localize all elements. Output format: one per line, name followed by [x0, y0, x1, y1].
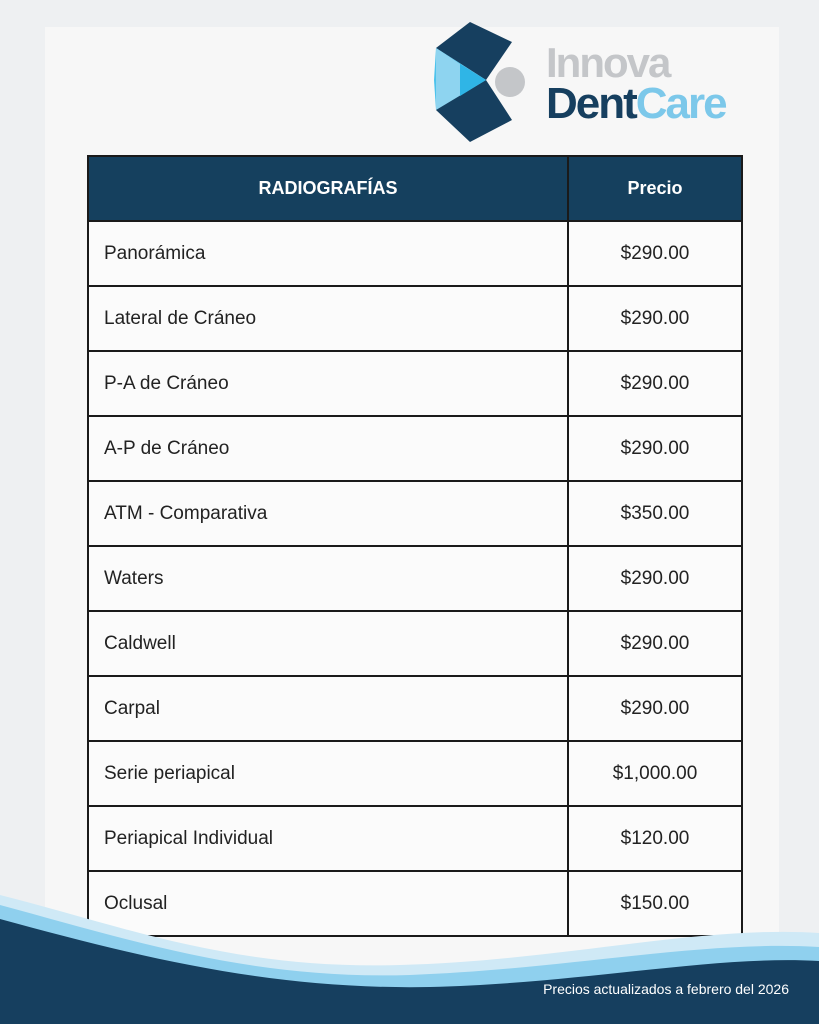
- price-table: [87, 155, 743, 937]
- service-price: $1,000.00: [568, 741, 742, 806]
- table-row: [88, 676, 742, 741]
- table-body: [88, 221, 742, 936]
- table-row: [88, 416, 742, 481]
- logo-wordmark: [546, 39, 726, 128]
- logo-innova-text: Innova: [546, 39, 670, 86]
- table-row: [88, 741, 742, 806]
- footer-wave: [0, 895, 819, 1024]
- logo-dentcare-text: [546, 79, 726, 128]
- service-price: $290.00: [568, 221, 742, 286]
- service-name: Waters: [88, 546, 568, 611]
- logo-care-text: Care: [635, 79, 726, 128]
- table-row: [88, 286, 742, 351]
- service-name: Oclusal: [88, 871, 568, 936]
- service-price: $290.00: [568, 676, 742, 741]
- service-name: Periapical Individual: [88, 806, 568, 871]
- service-name: Panorámica: [88, 221, 568, 286]
- service-name: P-A de Cráneo: [88, 351, 568, 416]
- table-row: [88, 351, 742, 416]
- header-service: RADIOGRAFÍAS: [88, 156, 568, 221]
- service-price: $290.00: [568, 351, 742, 416]
- service-name: Carpal: [88, 676, 568, 741]
- table-row: [88, 611, 742, 676]
- service-name: Caldwell: [88, 611, 568, 676]
- service-name: Lateral de Cráneo: [88, 286, 568, 351]
- table-row: [88, 481, 742, 546]
- service-name: ATM - Comparativa: [88, 481, 568, 546]
- service-price: $120.00: [568, 806, 742, 871]
- service-price: $290.00: [568, 286, 742, 351]
- footer-note: Precios actualizados a febrero del 2026: [543, 981, 789, 997]
- logo-mark-icon: [430, 20, 542, 145]
- table-row: [88, 221, 742, 286]
- innova-dentcare-logo: [430, 20, 750, 145]
- service-name: Serie periapical: [88, 741, 568, 806]
- service-price: $290.00: [568, 611, 742, 676]
- service-price: $350.00: [568, 481, 742, 546]
- logo-dent-text: Dent: [546, 79, 636, 128]
- header-price: Precio: [568, 156, 742, 221]
- table-header-row: [88, 156, 742, 221]
- service-price: $290.00: [568, 416, 742, 481]
- service-price: $150.00: [568, 871, 742, 936]
- table-row: [88, 806, 742, 871]
- table-row: [88, 546, 742, 611]
- service-price: $290.00: [568, 546, 742, 611]
- service-name: A-P de Cráneo: [88, 416, 568, 481]
